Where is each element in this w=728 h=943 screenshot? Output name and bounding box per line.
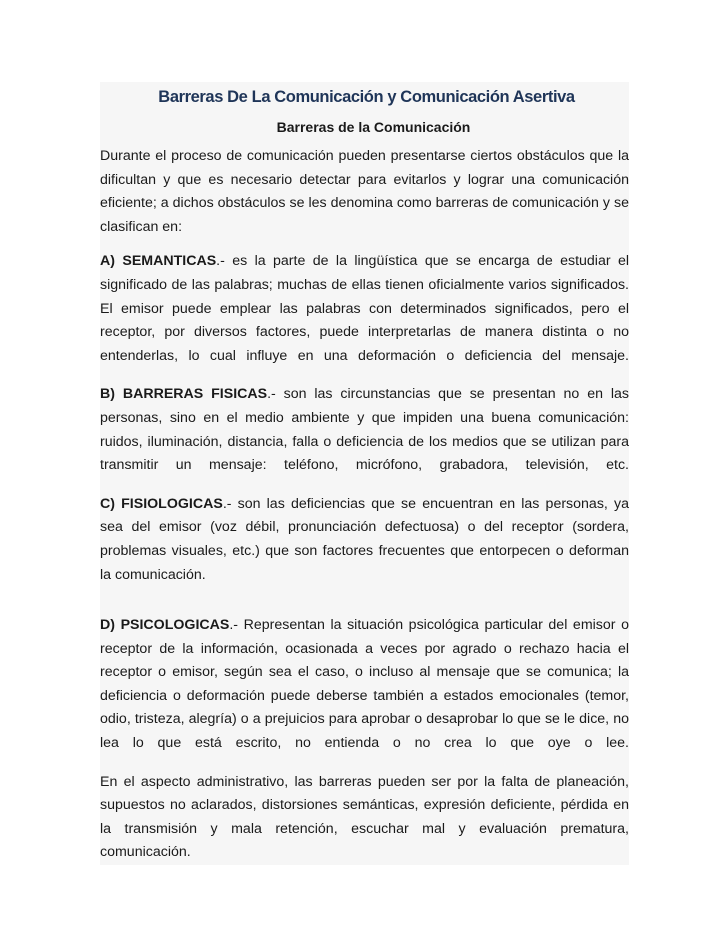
section-text: .- es la parte de la lingüística que se encarga de estudiar el significado de las palabras; muchas de ellas tienen oficialmente varios significados. El emisor puede emplear las palabras con determinados significados, pero el receptor, por diversos factores, puede interpretarlas de manera distinta o no entenderlas, lo cual influye en una deformación o deficiencia del mensaje. [100,253,630,364]
section-heading: B) BARRERAS FISICAS [100,386,268,403]
section-text: .- son las deficiencias que se encuentran en las personas, ya sea del emisor (voz débil, pronunciación defectuosa) o del receptor (sordera, problemas visuales, etc.) que son factores frecuentes que entorpecen o deforman la comunicación. [100,495,629,583]
section-paragraph [100,614,629,756]
spacer [100,587,629,611]
closing-paragraph: En el aspecto administrativo, las barreras pueden ser por la falta de planeación, supuestos no aclarados, distorsiones semánticas, expresión deficiente, pérdida en la transmisión y mala retención, escuchar mal y evaluación prematura, comunicación. [100,773,629,861]
closing-block [100,768,629,865]
section-fisicas [100,380,629,477]
section-text: .- son las circunstancias que se presentan no en las personas, sino en el medio ambiente y que impiden una buena comunicación: ruidos, iluminación, distancia, falla o deficiencia de los medios que se utilizan para transmitir un mensaje: teléfono, micrófono, grabadora, televisión, etc. [100,386,629,474]
section-semanticas [100,247,629,368]
section-paragraph [100,493,629,587]
section-psicologicas [100,611,629,756]
section-paragraph [100,250,629,368]
document-body [100,82,629,865]
spacer [100,756,629,768]
document-title: Barreras De La Comunicación y Comunicación Asertiva [100,82,629,112]
section-text: .- Representan la situación psicológica particular del emisor o receptor de la información, ocasionada a veces por agrado o rechazo hacia el receptor o emisor, según sea el caso, o incluso al mensaje que se comunica; la deficiencia o deformación puede deberse también a estados emocionales (temor, odio, tristeza, alegría) o a prejuicios para aprobar o desaprobar lo que se le dice, no lea lo que está escrito, no entienda o no crea lo que oye o lee. [100,617,629,752]
intro-paragraph: Durante el proceso de comunicación pueden presentarse ciertos obstáculos que la dificultan y que es necesario detectar para evitarlos y lograr una comunicación eficiente; a dichos obstáculos se les denomina como barreras de comunicación y se clasifican en: [100,148,629,235]
section-fisiologicas [100,490,629,587]
spacer [100,368,629,380]
spacer [100,478,629,490]
spacer [100,239,629,247]
intro-block [100,142,629,239]
section-heading: D) PSICOLOGICAS [100,617,230,634]
section-heading: C) FISIOLOGICAS [100,495,223,512]
section-subtitle: Barreras de la Comunicación [100,112,629,142]
section-paragraph [100,383,629,477]
section-heading: A) SEMANTICAS [100,253,217,270]
